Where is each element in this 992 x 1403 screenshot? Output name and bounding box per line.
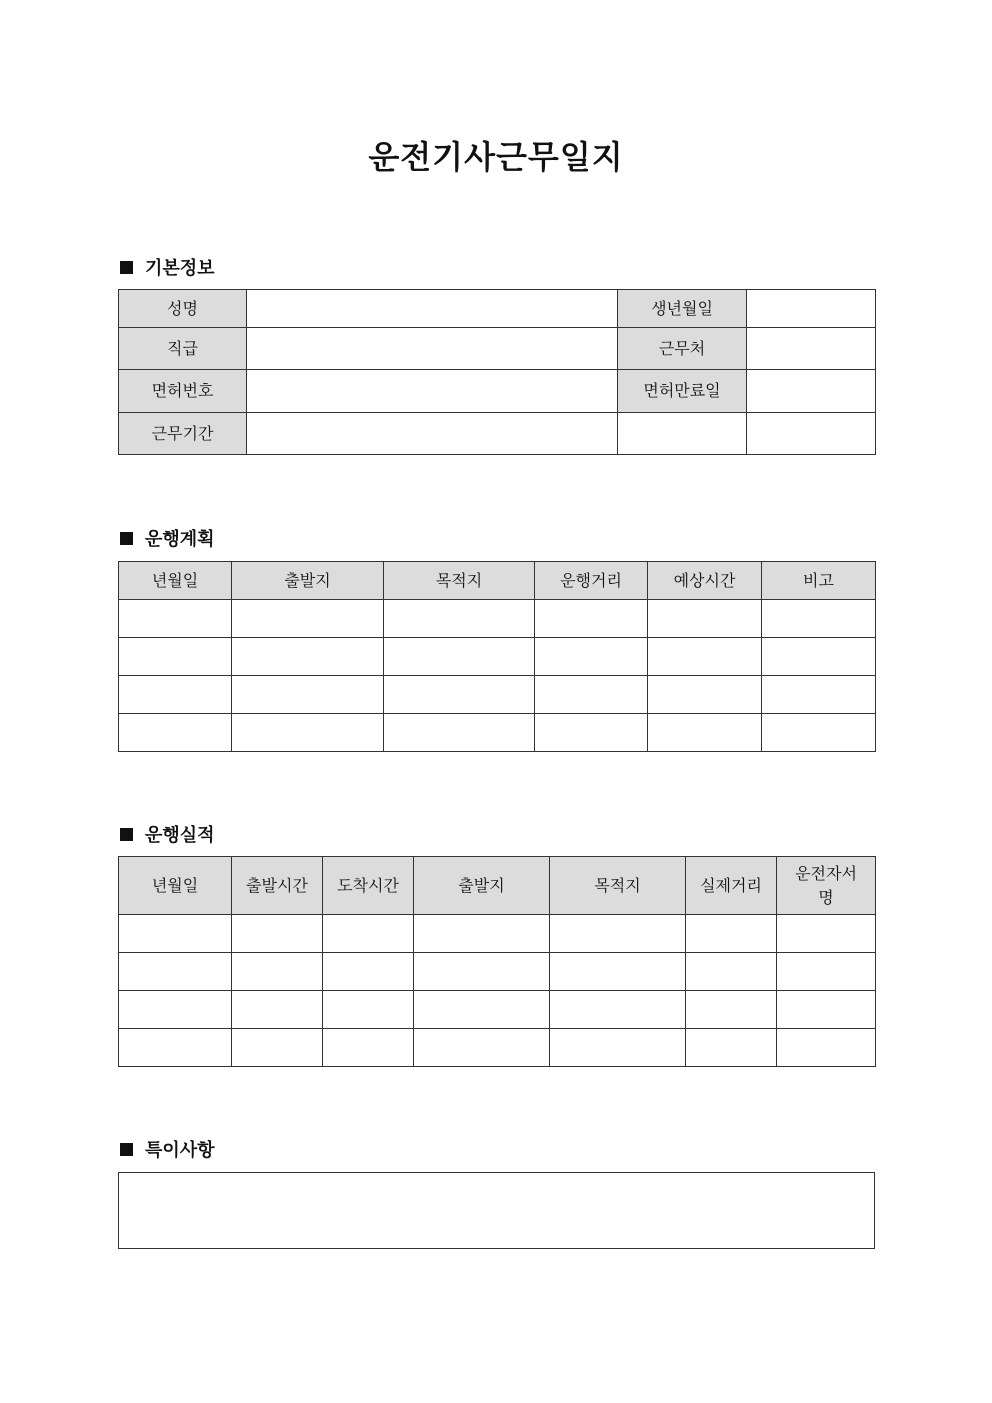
table-cell[interactable] xyxy=(119,714,232,752)
section-heading-driving-record xyxy=(120,821,215,847)
table-header-row xyxy=(119,857,876,915)
position-field[interactable] xyxy=(247,328,618,370)
table-row xyxy=(119,638,876,676)
table-cell[interactable] xyxy=(232,638,384,676)
birthdate-field[interactable] xyxy=(747,290,876,328)
table-cell[interactable] xyxy=(384,600,535,638)
table-cell[interactable] xyxy=(232,676,384,714)
label-workplace: 근무처 xyxy=(618,328,747,370)
workplace-field[interactable] xyxy=(747,328,876,370)
table-cell[interactable] xyxy=(648,600,762,638)
table-cell[interactable] xyxy=(550,953,686,991)
table-cell[interactable] xyxy=(762,676,876,714)
column-header-driver-signature: 운전자서명 xyxy=(777,857,876,915)
table-cell[interactable] xyxy=(777,991,876,1029)
empty-cell[interactable] xyxy=(747,413,876,455)
table-cell[interactable] xyxy=(777,953,876,991)
table-cell[interactable] xyxy=(648,638,762,676)
column-header-distance: 운행거리 xyxy=(535,562,648,600)
table-header-row xyxy=(119,562,876,600)
column-header-destination: 목적지 xyxy=(550,857,686,915)
table-cell[interactable] xyxy=(119,638,232,676)
table-row xyxy=(119,1029,876,1067)
square-bullet-icon xyxy=(120,828,133,841)
empty-cell[interactable] xyxy=(618,413,747,455)
driving-plan-table xyxy=(118,561,876,752)
table-cell[interactable] xyxy=(119,953,232,991)
table-row xyxy=(119,600,876,638)
table-cell[interactable] xyxy=(119,676,232,714)
square-bullet-icon xyxy=(120,1143,133,1156)
table-cell[interactable] xyxy=(119,600,232,638)
column-header-date: 년월일 xyxy=(119,562,232,600)
table-cell[interactable] xyxy=(384,638,535,676)
column-header-actual-distance: 실제거리 xyxy=(686,857,777,915)
section-heading-label: 운행계획 xyxy=(145,529,215,550)
label-birthdate: 생년월일 xyxy=(618,290,747,328)
table-cell[interactable] xyxy=(232,991,323,1029)
section-heading-label: 기본정보 xyxy=(145,258,215,279)
table-cell[interactable] xyxy=(119,915,232,953)
table-cell[interactable] xyxy=(323,915,414,953)
table-cell[interactable] xyxy=(232,1029,323,1067)
work-period-field[interactable] xyxy=(247,413,618,455)
table-cell[interactable] xyxy=(119,1029,232,1067)
square-bullet-icon xyxy=(120,532,133,545)
table-row xyxy=(119,328,876,370)
table-cell[interactable] xyxy=(232,714,384,752)
table-row xyxy=(119,714,876,752)
basic-info-table xyxy=(118,289,876,455)
table-cell[interactable] xyxy=(648,676,762,714)
table-cell[interactable] xyxy=(323,991,414,1029)
label-position: 직급 xyxy=(119,328,247,370)
section-heading-label: 특이사항 xyxy=(145,1140,215,1161)
table-cell[interactable] xyxy=(232,600,384,638)
table-cell[interactable] xyxy=(686,953,777,991)
table-cell[interactable] xyxy=(648,714,762,752)
table-cell[interactable] xyxy=(535,638,648,676)
table-cell[interactable] xyxy=(762,600,876,638)
document-title: 운전기사근무일지 xyxy=(368,138,624,176)
table-cell[interactable] xyxy=(777,915,876,953)
table-row xyxy=(119,953,876,991)
table-cell[interactable] xyxy=(119,991,232,1029)
table-cell[interactable] xyxy=(232,915,323,953)
license-number-field[interactable] xyxy=(247,370,618,413)
column-header-estimated-time: 예상시간 xyxy=(648,562,762,600)
column-header-arrival-time: 도착시간 xyxy=(323,857,414,915)
table-cell[interactable] xyxy=(323,1029,414,1067)
table-cell[interactable] xyxy=(384,676,535,714)
table-cell[interactable] xyxy=(414,1029,550,1067)
section-heading-driving-plan xyxy=(120,525,215,551)
name-field[interactable] xyxy=(247,290,618,328)
table-cell[interactable] xyxy=(550,1029,686,1067)
table-cell[interactable] xyxy=(686,991,777,1029)
table-cell[interactable] xyxy=(414,953,550,991)
column-header-destination: 목적지 xyxy=(384,562,535,600)
table-cell[interactable] xyxy=(535,714,648,752)
license-expiry-field[interactable] xyxy=(747,370,876,413)
table-cell[interactable] xyxy=(686,1029,777,1067)
table-cell[interactable] xyxy=(384,714,535,752)
section-heading-label: 운행실적 xyxy=(145,825,215,846)
column-header-departure-time: 출발시간 xyxy=(232,857,323,915)
label-name: 성명 xyxy=(119,290,247,328)
driving-record-table xyxy=(118,856,876,1067)
table-cell[interactable] xyxy=(777,1029,876,1067)
label-work-period: 근무기간 xyxy=(119,413,247,455)
section-heading-notes xyxy=(120,1136,215,1162)
column-header-departure: 출발지 xyxy=(232,562,384,600)
square-bullet-icon xyxy=(120,261,133,274)
table-row xyxy=(119,676,876,714)
table-cell[interactable] xyxy=(414,991,550,1029)
table-cell[interactable] xyxy=(535,600,648,638)
table-cell[interactable] xyxy=(686,915,777,953)
table-row xyxy=(119,991,876,1029)
label-license-expiry: 면허만료일 xyxy=(618,370,747,413)
table-cell[interactable] xyxy=(535,676,648,714)
notes-field[interactable] xyxy=(118,1172,875,1249)
table-cell[interactable] xyxy=(232,953,323,991)
column-header-remarks: 비고 xyxy=(762,562,876,600)
table-cell[interactable] xyxy=(762,638,876,676)
table-cell[interactable] xyxy=(323,953,414,991)
table-cell[interactable] xyxy=(762,714,876,752)
table-cell[interactable] xyxy=(414,915,550,953)
table-row xyxy=(119,915,876,953)
column-header-date: 년월일 xyxy=(119,857,232,915)
column-header-departure: 출발지 xyxy=(414,857,550,915)
section-heading-basic-info xyxy=(120,254,215,280)
table-cell[interactable] xyxy=(550,991,686,1029)
table-row xyxy=(119,290,876,328)
label-license-number: 면허번호 xyxy=(119,370,247,413)
table-row xyxy=(119,370,876,413)
table-row xyxy=(119,413,876,455)
table-cell[interactable] xyxy=(550,915,686,953)
